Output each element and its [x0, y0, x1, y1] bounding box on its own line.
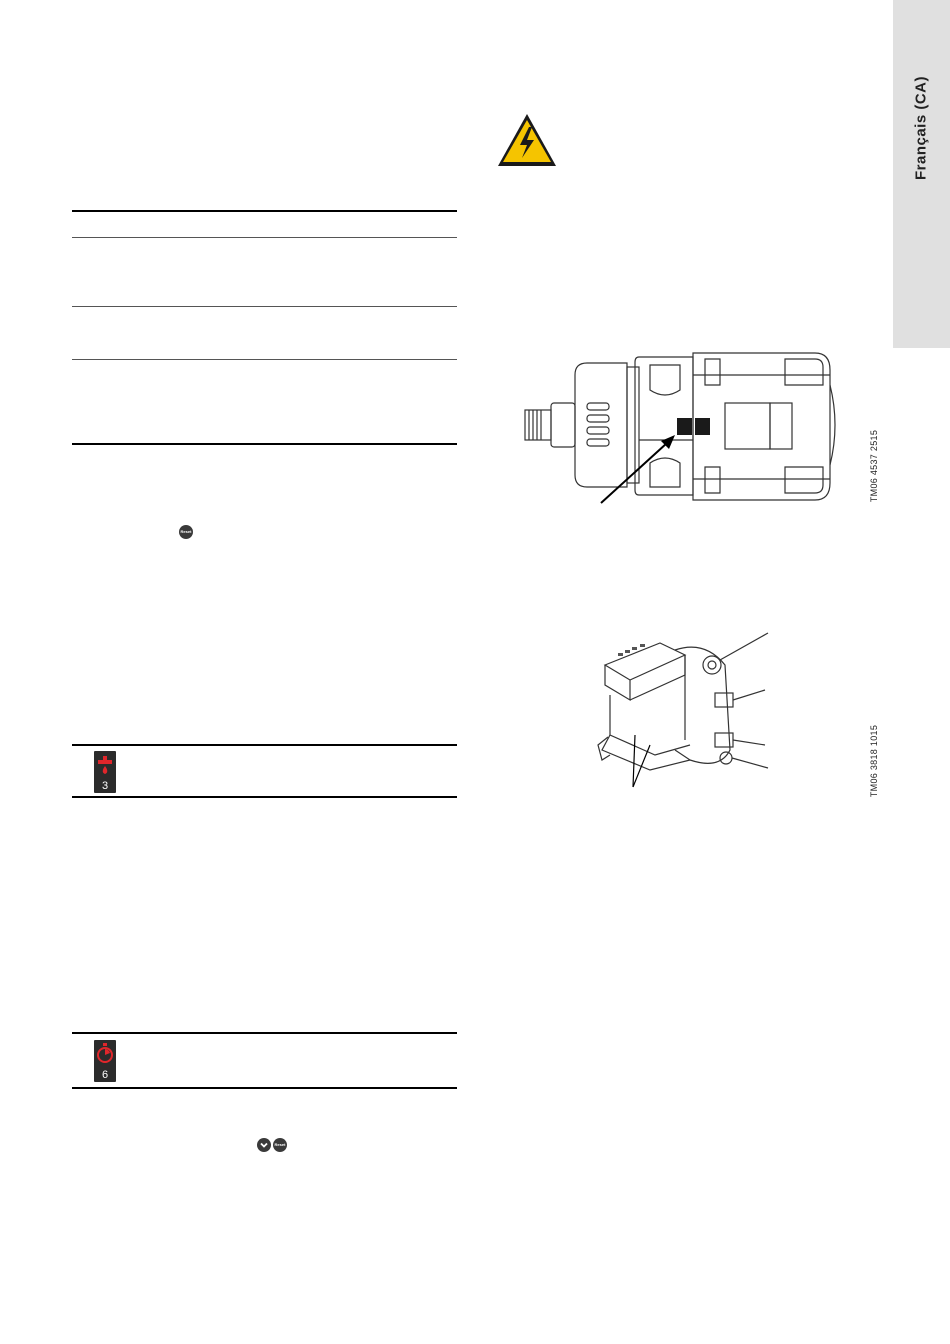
indicator-table-rule-bottom	[72, 796, 457, 798]
table-rule-header	[72, 237, 457, 238]
table-rule-row	[72, 306, 457, 307]
language-tab	[893, 0, 950, 348]
indicator-table-rule-top	[72, 744, 457, 746]
timer-indicator-icon	[94, 1040, 116, 1082]
water-leak-indicator-icon	[94, 751, 116, 793]
reset-button-icon: Reset	[273, 1138, 287, 1152]
pump-isometric-illustration	[490, 625, 780, 795]
timer-symbol	[94, 1040, 116, 1070]
reset-button-icon: Reset	[179, 525, 193, 539]
table-rule-row	[72, 359, 457, 360]
electrical-hazard-warning-icon	[496, 112, 558, 168]
indicator-table-rule-bottom	[72, 1087, 457, 1089]
pump-top-view-illustration	[515, 345, 845, 515]
indicator-table-rule-top	[72, 1032, 457, 1034]
leak-symbol	[94, 751, 116, 781]
language-tab-label: Français (CA)	[912, 75, 930, 181]
figure-code: TM06 3818 1015	[869, 724, 879, 798]
table-rule-top	[72, 210, 457, 212]
table-rule-bottom	[72, 443, 457, 445]
figure-code: TM06 4537 2515	[869, 429, 879, 503]
down-arrow-button-icon	[257, 1138, 271, 1152]
indicator-number: 6	[101, 1069, 109, 1081]
indicator-number: 3	[101, 780, 109, 792]
